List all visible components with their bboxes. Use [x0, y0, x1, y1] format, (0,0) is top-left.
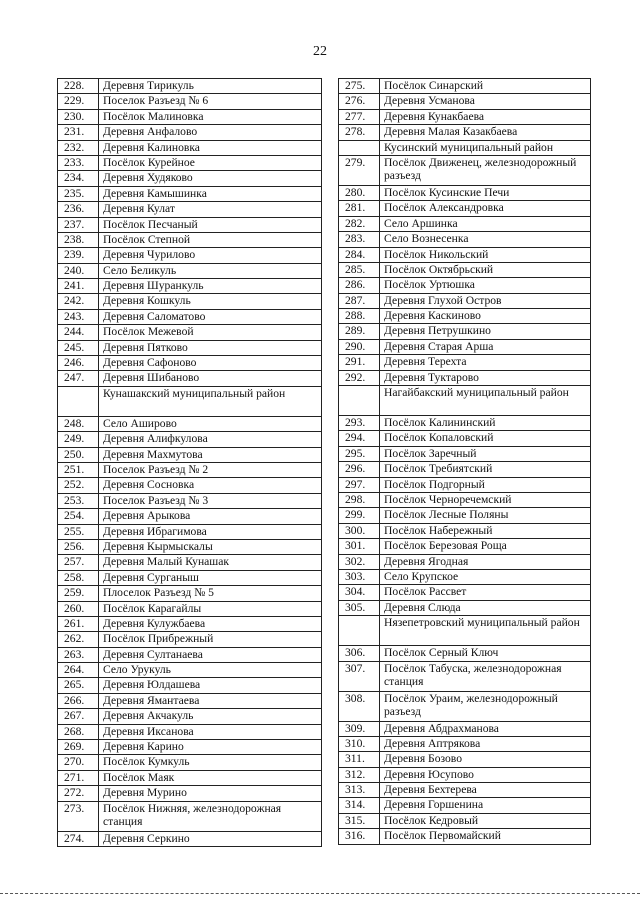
table-row — [58, 478, 322, 493]
table-row — [339, 109, 591, 124]
row-number: 295. — [339, 446, 380, 461]
row-number: 314. — [339, 798, 380, 813]
settlement-name: Деревня Ягодная — [380, 554, 591, 569]
row-number: 277. — [339, 109, 380, 124]
district-name: Нязепетровский муниципальный район — [380, 616, 591, 646]
settlement-name: Посёлок Подгорный — [380, 477, 591, 492]
settlement-name: Поселок Разъезд № 3 — [99, 493, 322, 508]
table-row — [339, 462, 591, 477]
row-number: 288. — [339, 309, 380, 324]
settlement-name: Деревня Мурино — [99, 786, 322, 801]
row-number: 266. — [58, 693, 99, 708]
row-number: 292. — [339, 370, 380, 385]
row-number: 311. — [339, 752, 380, 767]
settlement-name: Посёлок Черноречемский — [380, 492, 591, 507]
settlement-name: Посёлок Копаловский — [380, 431, 591, 446]
settlement-name: Деревня Терехта — [380, 355, 591, 370]
settlement-name: Село Беликуль — [99, 263, 322, 278]
settlement-name: Деревня Тирикуль — [99, 79, 322, 94]
table-row — [339, 736, 591, 751]
table-row — [58, 186, 322, 201]
row-number: 303. — [339, 569, 380, 584]
settlement-name: Деревня Слюда — [380, 600, 591, 615]
table-row — [339, 554, 591, 569]
row-number: 243. — [58, 309, 99, 324]
settlement-name: Посёлок Набережный — [380, 523, 591, 538]
row-number: 260. — [58, 601, 99, 616]
table-row — [58, 371, 322, 386]
table-row — [339, 691, 591, 721]
table-row — [58, 586, 322, 601]
row-number: 302. — [339, 554, 380, 569]
settlement-name: Деревня Бехтерева — [380, 783, 591, 798]
row-number: 275. — [339, 79, 380, 94]
table-row — [339, 752, 591, 767]
row-number: 265. — [58, 678, 99, 693]
row-number: 259. — [58, 586, 99, 601]
settlements-table-right — [338, 78, 591, 845]
settlement-name: Деревня Карино — [99, 740, 322, 755]
row-number: 247. — [58, 371, 99, 386]
table-row — [339, 721, 591, 736]
row-number: 228. — [58, 79, 99, 94]
row-number: 316. — [339, 829, 380, 844]
table-row — [58, 340, 322, 355]
row-number: 257. — [58, 555, 99, 570]
settlement-name: Деревня Бозово — [380, 752, 591, 767]
settlement-name: Деревня Кулужбаева — [99, 616, 322, 631]
row-number: 229. — [58, 94, 99, 109]
table-row — [58, 755, 322, 770]
row-number: 280. — [339, 185, 380, 200]
district-header-row — [339, 616, 591, 646]
table-row — [58, 279, 322, 294]
settlement-name: Посёлок Кумкуль — [99, 755, 322, 770]
row-number: 254. — [58, 509, 99, 524]
table-row — [339, 539, 591, 554]
settlement-name: Деревня Серкино — [99, 831, 322, 846]
table-row — [339, 324, 591, 339]
row-number: 264. — [58, 663, 99, 678]
table-row — [339, 829, 591, 844]
table-row — [339, 477, 591, 492]
row-number: 285. — [339, 262, 380, 277]
table-row — [58, 109, 322, 124]
table-row — [339, 600, 591, 615]
settlement-name: Посёлок Лесные Поляны — [380, 508, 591, 523]
settlement-name: Деревня Сурганыш — [99, 570, 322, 585]
table-row — [58, 432, 322, 447]
settlement-name: Посёлок Заречный — [380, 446, 591, 461]
table-row — [339, 783, 591, 798]
row-number: 276. — [339, 94, 380, 109]
row-number: 313. — [339, 783, 380, 798]
table-row — [339, 262, 591, 277]
row-number: 296. — [339, 462, 380, 477]
table-row — [339, 94, 591, 109]
table-row — [339, 431, 591, 446]
settlement-name: Посёлок Малиновка — [99, 109, 322, 124]
settlement-name: Посёлок Калининский — [380, 416, 591, 431]
settlement-name: Деревня Камышинка — [99, 186, 322, 201]
page-bottom-divider — [0, 893, 640, 894]
settlement-name: Деревня Кулат — [99, 202, 322, 217]
table-row — [58, 693, 322, 708]
settlement-name: Посёлок Синарский — [380, 79, 591, 94]
row-number: 263. — [58, 647, 99, 662]
table-row — [339, 201, 591, 216]
row-number: 242. — [58, 294, 99, 309]
settlement-name: Посёлок Никольский — [380, 247, 591, 262]
row-number: 298. — [339, 492, 380, 507]
table-row — [58, 647, 322, 662]
settlement-name: Деревня Юлдашева — [99, 678, 322, 693]
table-row — [339, 278, 591, 293]
settlement-name: Деревня Старая Арша — [380, 339, 591, 354]
table-row — [339, 798, 591, 813]
settlement-name: Посёлок Уртюшка — [380, 278, 591, 293]
row-number: 278. — [339, 125, 380, 140]
row-number: 291. — [339, 355, 380, 370]
table-row — [339, 569, 591, 584]
row-number — [339, 386, 380, 416]
row-number: 256. — [58, 539, 99, 554]
district-header-row — [339, 386, 591, 416]
row-number: 299. — [339, 508, 380, 523]
row-number: 267. — [58, 709, 99, 724]
table-row — [58, 171, 322, 186]
row-number: 269. — [58, 740, 99, 755]
row-number: 230. — [58, 109, 99, 124]
settlement-name: Посёлок Песчаный — [99, 217, 322, 232]
settlement-name: Деревня Малый Кунашак — [99, 555, 322, 570]
table-row — [339, 523, 591, 538]
table-row — [58, 724, 322, 739]
table-row — [58, 570, 322, 585]
settlement-name: Деревня Кошкуль — [99, 294, 322, 309]
settlement-name: Посёлок Степной — [99, 232, 322, 247]
settlement-name: Деревня Кырмыскалы — [99, 539, 322, 554]
row-number: 306. — [339, 646, 380, 661]
row-number: 249. — [58, 432, 99, 447]
row-number: 244. — [58, 325, 99, 340]
table-row — [58, 509, 322, 524]
settlement-name: Деревня Шибаново — [99, 371, 322, 386]
settlement-name: Деревня Сафоново — [99, 356, 322, 371]
settlement-name: Деревня Калиновка — [99, 140, 322, 155]
settlement-name: Деревня Саломатово — [99, 309, 322, 324]
settlement-name: Деревня Горшенина — [380, 798, 591, 813]
row-number: 293. — [339, 416, 380, 431]
table-row — [58, 709, 322, 724]
row-number: 261. — [58, 616, 99, 631]
table-row — [58, 232, 322, 247]
settlement-name: Село Вознесенка — [380, 232, 591, 247]
row-number — [339, 140, 380, 155]
row-number: 234. — [58, 171, 99, 186]
row-number: 248. — [58, 416, 99, 431]
table-row — [58, 140, 322, 155]
table-row — [339, 79, 591, 94]
row-number: 268. — [58, 724, 99, 739]
settlement-name: Деревня Алифкулова — [99, 432, 322, 447]
settlement-name: Деревня Туктарово — [380, 370, 591, 385]
settlement-name: Деревня Кунакбаева — [380, 109, 591, 124]
settlement-name: Деревня Абдрахманова — [380, 721, 591, 736]
district-name: Кусинский муниципальный район — [380, 140, 591, 155]
table-row — [339, 446, 591, 461]
table-row — [58, 125, 322, 140]
row-number: 307. — [339, 661, 380, 691]
table-row — [339, 185, 591, 200]
row-number: 241. — [58, 279, 99, 294]
settlement-name: Посёлок Маяк — [99, 770, 322, 785]
settlement-name: Село Аршинка — [380, 216, 591, 231]
table-row — [58, 94, 322, 109]
settlement-name: Деревня Аптрякова — [380, 736, 591, 751]
table-row — [339, 813, 591, 828]
settlement-name: Деревня Каскиново — [380, 309, 591, 324]
settlement-name: Поселок Разъезд № 6 — [99, 94, 322, 109]
row-number: 236. — [58, 202, 99, 217]
table-row — [58, 217, 322, 232]
settlement-name: Посёлок Ураим, железнодорожный разъезд — [380, 691, 591, 721]
table-row — [339, 339, 591, 354]
table-row — [58, 801, 322, 831]
settlement-name: Село Аширово — [99, 416, 322, 431]
settlement-name: Деревня Усманова — [380, 94, 591, 109]
row-number: 283. — [339, 232, 380, 247]
table-row — [58, 632, 322, 647]
settlement-name: Деревня Ибрагимова — [99, 524, 322, 539]
settlement-name: Деревня Пятково — [99, 340, 322, 355]
table-row — [339, 646, 591, 661]
row-number: 282. — [339, 216, 380, 231]
settlement-name: Деревня Ямантаева — [99, 693, 322, 708]
table-row — [58, 493, 322, 508]
settlement-name: Посёлок Первомайский — [380, 829, 591, 844]
row-number: 309. — [339, 721, 380, 736]
row-number — [339, 616, 380, 646]
settlement-name: Деревня Акчакуль — [99, 709, 322, 724]
row-number: 255. — [58, 524, 99, 539]
table-row — [58, 325, 322, 340]
row-number: 297. — [339, 477, 380, 492]
row-number: 308. — [339, 691, 380, 721]
row-number: 262. — [58, 632, 99, 647]
row-number: 237. — [58, 217, 99, 232]
page-number: 22 — [313, 44, 327, 59]
row-number: 289. — [339, 324, 380, 339]
settlement-name: Посёлок Курейное — [99, 155, 322, 170]
row-number: 250. — [58, 447, 99, 462]
settlement-name: Деревня Чурилово — [99, 248, 322, 263]
settlement-name: Деревня Султанаева — [99, 647, 322, 662]
table-row — [58, 462, 322, 477]
settlement-name: Посёлок Требиятский — [380, 462, 591, 477]
row-number: 231. — [58, 125, 99, 140]
table-row — [58, 294, 322, 309]
row-number: 271. — [58, 770, 99, 785]
table-row — [339, 309, 591, 324]
row-number: 305. — [339, 600, 380, 615]
row-number: 233. — [58, 155, 99, 170]
table-row — [339, 661, 591, 691]
table-row — [339, 155, 591, 185]
district-name: Нагайбакский муниципальный район — [380, 386, 591, 416]
row-number: 240. — [58, 263, 99, 278]
row-number: 246. — [58, 356, 99, 371]
row-number: 273. — [58, 801, 99, 831]
settlement-name: Посёлок Прибрежный — [99, 632, 322, 647]
table-row — [58, 202, 322, 217]
table-row — [339, 216, 591, 231]
row-number: 301. — [339, 539, 380, 554]
table-row — [58, 248, 322, 263]
row-number: 284. — [339, 247, 380, 262]
table-row — [58, 678, 322, 693]
row-number: 274. — [58, 831, 99, 846]
table-row — [58, 263, 322, 278]
settlements-table-left — [57, 78, 322, 847]
table-row — [58, 740, 322, 755]
table-row — [339, 492, 591, 507]
settlement-name: Деревня Юсупово — [380, 767, 591, 782]
table-row — [339, 247, 591, 262]
settlement-name: Деревня Худяково — [99, 171, 322, 186]
table-row — [339, 293, 591, 308]
table-row — [58, 79, 322, 94]
row-number: 286. — [339, 278, 380, 293]
settlement-name: Деревня Малая Казакбаева — [380, 125, 591, 140]
row-number: 251. — [58, 462, 99, 477]
table-row — [58, 770, 322, 785]
row-number: 258. — [58, 570, 99, 585]
settlement-name: Деревня Петрушкино — [380, 324, 591, 339]
settlement-name: Посёлок Движенец, железнодорожный разъезд — [380, 155, 591, 185]
settlement-name: Посёлок Нижняя, железнодорожная станция — [99, 801, 322, 831]
settlement-name: Поселок Разъезд № 2 — [99, 462, 322, 477]
settlement-name: Посёлок Межевой — [99, 325, 322, 340]
settlement-name: Посёлок Рассвет — [380, 585, 591, 600]
settlement-name: Село Крупское — [380, 569, 591, 584]
settlement-name: Плоселок Разъезд № 5 — [99, 586, 322, 601]
settlement-name: Посёлок Серный Ключ — [380, 646, 591, 661]
row-number: 300. — [339, 523, 380, 538]
settlement-name: Посёлок Кусинские Печи — [380, 185, 591, 200]
table-row — [58, 356, 322, 371]
table-row — [58, 309, 322, 324]
settlement-name: Деревня Иксанова — [99, 724, 322, 739]
table-row — [58, 786, 322, 801]
row-number: 245. — [58, 340, 99, 355]
table-row — [58, 539, 322, 554]
settlement-name: Посёлок Александровка — [380, 201, 591, 216]
table-row — [339, 416, 591, 431]
row-number: 272. — [58, 786, 99, 801]
row-number: 279. — [339, 155, 380, 185]
row-number: 294. — [339, 431, 380, 446]
row-number: 315. — [339, 813, 380, 828]
row-number: 252. — [58, 478, 99, 493]
row-number: 253. — [58, 493, 99, 508]
district-header-row — [339, 140, 591, 155]
row-number: 304. — [339, 585, 380, 600]
row-number: 235. — [58, 186, 99, 201]
district-header-row — [58, 386, 322, 416]
row-number: 312. — [339, 767, 380, 782]
table-row — [58, 555, 322, 570]
settlement-name: Деревня Шуранкуль — [99, 279, 322, 294]
row-number: 287. — [339, 293, 380, 308]
table-row — [58, 616, 322, 631]
table-row — [339, 232, 591, 247]
table-row — [58, 663, 322, 678]
table-row — [339, 125, 591, 140]
row-number: 270. — [58, 755, 99, 770]
settlement-name: Посёлок Карагайлы — [99, 601, 322, 616]
row-number: 239. — [58, 248, 99, 263]
table-row — [58, 155, 322, 170]
settlement-name: Деревня Арыкова — [99, 509, 322, 524]
settlement-name: Деревня Сосновка — [99, 478, 322, 493]
settlement-name: Посёлок Табуска, железнодорожная станция — [380, 661, 591, 691]
settlement-name: Посёлок Березовая Роща — [380, 539, 591, 554]
settlement-name: Посёлок Кедровый — [380, 813, 591, 828]
table-row — [58, 416, 322, 431]
table-row — [339, 370, 591, 385]
table-row — [58, 447, 322, 462]
table-row — [339, 767, 591, 782]
row-number: 310. — [339, 736, 380, 751]
settlement-name: Деревня Махмутова — [99, 447, 322, 462]
table-row — [339, 355, 591, 370]
table-row — [58, 831, 322, 846]
row-number: 281. — [339, 201, 380, 216]
row-number: 238. — [58, 232, 99, 247]
settlement-name: Деревня Анфалово — [99, 125, 322, 140]
settlement-name: Село Урукуль — [99, 663, 322, 678]
table-row — [58, 524, 322, 539]
settlement-name: Посёлок Октябрьский — [380, 262, 591, 277]
table-row — [58, 601, 322, 616]
row-number: 232. — [58, 140, 99, 155]
row-number — [58, 386, 99, 416]
settlement-name: Деревня Глухой Остров — [380, 293, 591, 308]
district-name: Кунашакский муниципальный район — [99, 386, 322, 416]
table-row — [339, 585, 591, 600]
row-number: 290. — [339, 339, 380, 354]
table-row — [339, 508, 591, 523]
